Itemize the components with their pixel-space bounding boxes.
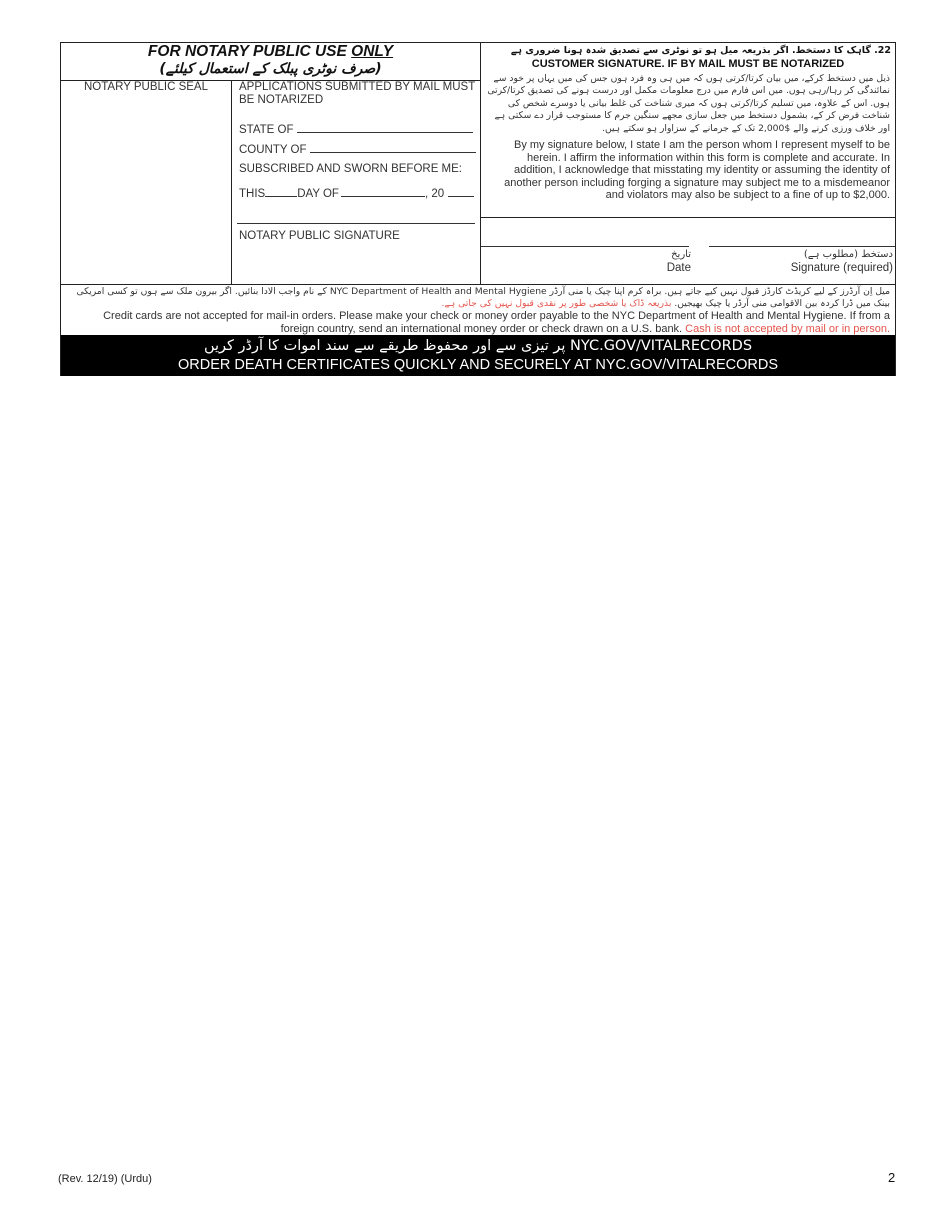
year-label: , 20 [424, 188, 445, 200]
notary-and-signature-form [60, 42, 896, 376]
divider-vertical-seal [231, 80, 232, 284]
cash-warning-english: Cash is not accepted by mail or in person. [685, 323, 890, 335]
notary-title-emphasis: ONLY [351, 43, 394, 60]
year-line[interactable] [448, 185, 474, 197]
county-label: COUNTY OF [239, 144, 307, 156]
affirmation-english: By my signature below, I state I am the person whom I represent myself to be herein. I affirm the information within this form is complete and accurate. In addition, I acknowledge that misstating my identity or assuming the identity of another person including forging a signature may subject me to a misdemeanor and violators may also be subject to a fine of up to $2,000. [504, 139, 890, 202]
state-field[interactable] [239, 121, 473, 137]
payment-note-urdu [67, 286, 890, 309]
payment-note-english [67, 310, 890, 336]
cash-warning-urdu: بذریعہ ڈاک یا شخصی طور پر نقدی قبول نہیں کی جاتی ہے. [441, 297, 672, 309]
signature-line[interactable] [709, 246, 895, 247]
customer-signature-title: CUSTOMER SIGNATURE. IF BY MAIL MUST BE NOTARIZED [531, 58, 845, 70]
divider-signature-box [481, 217, 895, 218]
state-label: STATE OF [239, 124, 294, 136]
notary-title-prefix: FOR NOTARY PUBLIC USE [147, 43, 352, 60]
date-sworn-field[interactable] [239, 185, 474, 201]
payment-note-urdu-text: میل اِن آرڈرز کے لیے کریڈٹ کارڈز قبول نہیں کیے جاتے ہیں. براہ کرم اپنا چیک یا منی آرڈر NYC Department of Health and Mental Hygiene کے نام واجب الادا بنائیں. اگر بیرون ملک سے ہوں تو کسی امریکی بینک میں ڈرا کردہ بین الاقوامی منی آرڈر یا چیک بھیجیں. [76, 286, 890, 309]
notary-title [61, 43, 480, 61]
order-banner [61, 335, 895, 376]
notary-header [61, 43, 480, 79]
sworn-label: SUBSCRIBED AND SWORN BEFORE ME: [239, 163, 463, 175]
signature-label: Signature (required) [790, 262, 893, 274]
customer-signature-title-urdu: 22. گاہک کا دستخط. اگر بذریعہ میل ہو تو نوٹری سے تصدیق شدہ ہونا ضروری ہے [510, 45, 891, 56]
mail-notarize-notice: APPLICATIONS SUBMITTED BY MAIL MUST BE NOTARIZED [239, 81, 476, 106]
affirmation-urdu: ذیل میں دستخط کرکے، میں بیان کرتا/کرتی ہوں کہ میں ہی وہ فرد ہوں جس کی میں یہاں پر خود سے نمائندگی کر رہا/رہی ہوں. میں اس فارم میں درج معلومات مکمل اور درست ہونے کی تصدیق کرتا/کرتی ہوں. اس کے علاوہ، میں تسلیم کرتا/کرتی ہوں کہ میری شناخت کی غلط بیانی یا دوسرے شخص کی شناخت فرض کر کے، بشمول دستخط میں جعل سازی مجھے سنگین جرم کا مستوجب قرار دے سکتی ہے اور خلاف ورزی کرنے والے $2,000 تک کے جرمانے کے سزاوار ہو سکتے ہیں. [487, 73, 890, 134]
date-label: Date [666, 262, 691, 274]
county-line[interactable] [310, 141, 476, 153]
page-number: 2 [888, 1170, 896, 1185]
state-line[interactable] [297, 121, 473, 133]
day-of-label: DAY OF [297, 188, 339, 200]
payment-note-english-text: Credit cards are not accepted for mail-in orders. Please make your check or money order payable to the NYC Department of Health and Mental Hygiene. If from a foreign country, send an international money order or check drawn on a U.S. bank. [103, 310, 890, 335]
date-label-urdu: تاریخ [671, 249, 691, 260]
notary-signature-line[interactable] [237, 223, 475, 224]
revision-note: (Rev. 12/19) (Urdu) [58, 1173, 152, 1185]
county-field[interactable] [239, 141, 476, 157]
month-line[interactable] [341, 185, 425, 197]
notary-title-urdu: (صرف نوٹری پبلک کے استعمال کیلئے) [159, 61, 382, 77]
this-label: THIS [239, 188, 266, 200]
banner-line-english: ORDER DEATH CERTIFICATES QUICKLY AND SECURELY AT NYC.GOV/VITALRECORDS [178, 357, 778, 373]
notary-signature-label: NOTARY PUBLIC SIGNATURE [239, 230, 400, 242]
date-line[interactable] [481, 246, 689, 247]
day-line[interactable] [265, 185, 297, 197]
banner-line-urdu: NYC.GOV/VITALRECORDS پر تیزی سے اور محفوظ طریقے سے سند اموات کا آرڈر کریں [203, 338, 753, 354]
signature-label-urdu: دستخط (مطلوب ہے) [803, 249, 893, 260]
divider-vertical-main [480, 43, 481, 284]
notary-seal-label: NOTARY PUBLIC SEAL [84, 81, 208, 93]
divider-payment [61, 284, 895, 285]
